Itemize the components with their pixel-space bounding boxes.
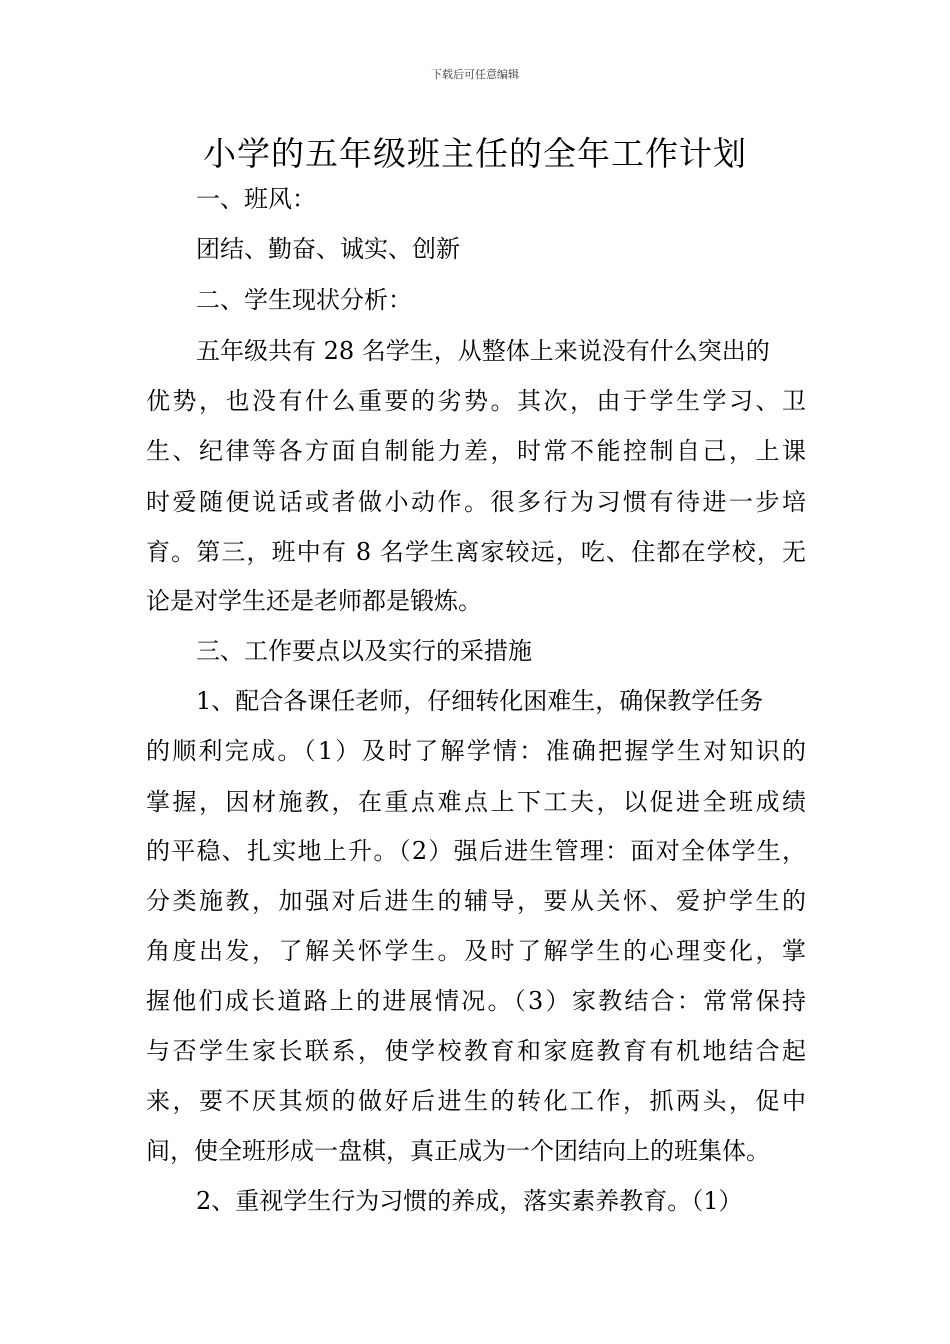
paragraph-line: 分类施教，加强对后进生的辅导，要从关怀、爱护学生的: [146, 887, 806, 915]
paragraph-line: 的顺利完成。（1）及时了解学情：准确把握学生对知识的: [146, 737, 806, 765]
paragraph-line: 掌握，因材施教，在重点难点上下工夫，以促进全班成绩: [146, 788, 806, 816]
paragraph-line: 的平稳、扎实地上升。（2）强后进生管理：面对全体学生，: [146, 837, 806, 865]
paragraph-line: 优势，也没有什么重要的劣势。其次，由于学生学习、卫: [146, 387, 806, 415]
paragraph-line: 间，使全班形成一盘棋，真正成为一个团结向上的班集体。: [146, 1137, 770, 1165]
paragraph-line: 生、纪律等各方面自制能力差，时常不能控制自己，上课: [146, 437, 806, 465]
header-note: 下载后可任意编辑: [431, 68, 519, 81]
paragraph-line: 与否学生家长联系，使学校教育和家庭教育有机地结合起: [146, 1037, 806, 1065]
paragraph-line: 握他们成长道路上的进展情况。（3）家教结合：常常保持: [146, 987, 806, 1015]
paragraph-line: 2、重视学生行为习惯的养成，落实素养教育。（1）: [196, 1187, 743, 1215]
paragraph-line: 时爱随便说话或者做小动作。很多行为习惯有待进一步培: [146, 488, 806, 516]
section-heading-work-points: 三、工作要点以及实行的采措施: [196, 637, 532, 665]
paragraph-line: 育。第三，班中有 8 名学生离家较远，吃、住都在学校，无: [146, 538, 806, 566]
document-title: 小学的五年级班主任的全年工作计划: [203, 134, 747, 173]
section-heading-student-analysis: 二、学生现状分析：: [196, 286, 412, 314]
paragraph-line: 团结、勤奋、诚实、创新: [196, 235, 460, 263]
section-heading-class-style: 一、班风：: [196, 185, 316, 213]
paragraph-line: 角度出发，了解关怀学生。及时了解学生的心理变化，掌: [146, 937, 806, 965]
paragraph-line: 1、配合各课任老师，仔细转化困难生，确保教学任务: [196, 687, 764, 715]
paragraph-line: 论是对学生还是老师都是锻炼。: [146, 587, 482, 615]
paragraph-line: 五年级共有 28 名学生，从整体上来说没有什么突出的: [196, 337, 770, 365]
paragraph-line: 来，要不厌其烦的做好后进生的转化工作，抓两头，促中: [146, 1087, 806, 1115]
